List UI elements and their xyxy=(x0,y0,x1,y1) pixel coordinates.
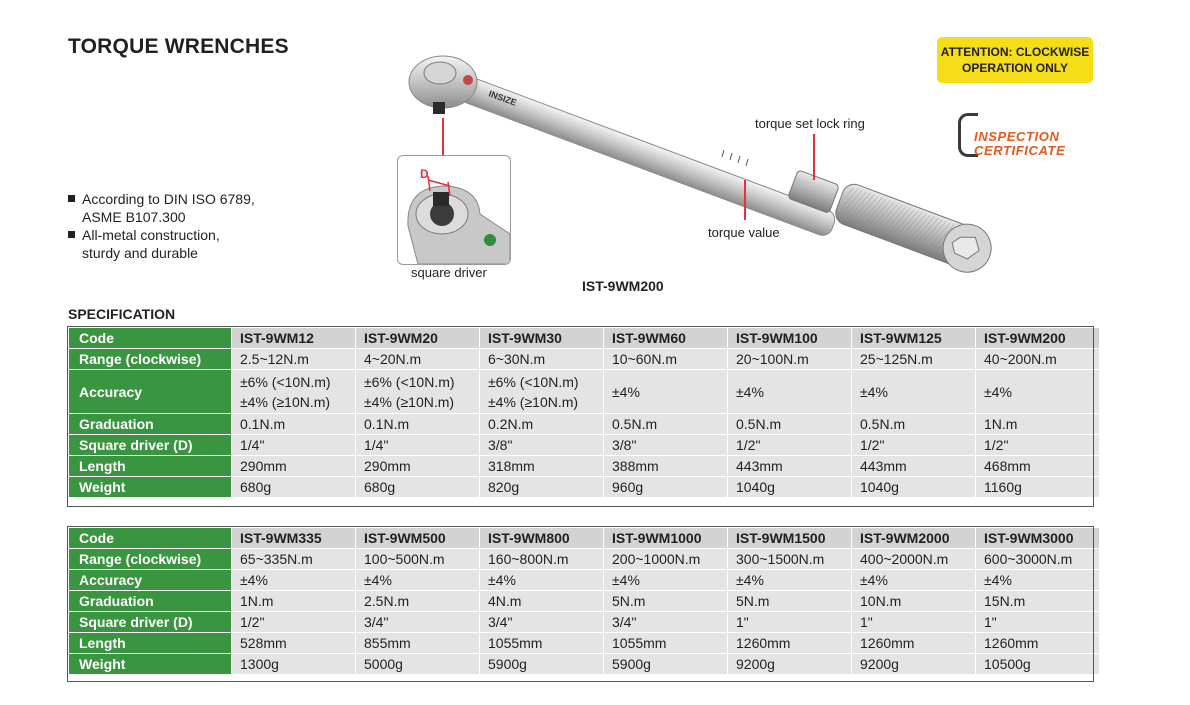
table-cell: IST-9WM12 xyxy=(232,328,356,349)
table-cell: 15N.m xyxy=(976,591,1100,612)
table-cell: 3/4" xyxy=(480,612,604,633)
table-row-accuracy xyxy=(69,370,1100,414)
table-cell: 10~60N.m xyxy=(604,349,728,370)
table-cell: ±6% (<10N.m) ±4% (≥10N.m) xyxy=(480,370,604,414)
table-cell: 1/2" xyxy=(728,435,852,456)
table-row-graduation xyxy=(69,414,1100,435)
table-cell: 65~335N.m xyxy=(232,549,356,570)
row-label: Square driver (D) xyxy=(69,612,232,633)
table-cell: 0.2N.m xyxy=(480,414,604,435)
feature-item xyxy=(68,190,255,226)
table-cell: 10N.m xyxy=(852,591,976,612)
table-cell: 1260mm xyxy=(976,633,1100,654)
table-cell: IST-9WM125 xyxy=(852,328,976,349)
certificate-line-1: INSPECTION xyxy=(974,129,1060,144)
table-row-weight xyxy=(69,477,1100,498)
table-cell: IST-9WM1500 xyxy=(728,528,852,549)
table-cell: 388mm xyxy=(604,456,728,477)
table-row-length xyxy=(69,633,1100,654)
table-cell: 600~3000N.m xyxy=(976,549,1100,570)
spec-table-2 xyxy=(68,527,1100,675)
table-row-square-driver xyxy=(69,612,1100,633)
table-cell: 5N.m xyxy=(728,591,852,612)
table-cell: 3/8" xyxy=(480,435,604,456)
table-cell: IST-9WM335 xyxy=(232,528,356,549)
table-cell: 528mm xyxy=(232,633,356,654)
table-cell: 3/4" xyxy=(604,612,728,633)
table-row-graduation xyxy=(69,591,1100,612)
table-cell: 0.5N.m xyxy=(852,414,976,435)
table-cell: 1040g xyxy=(728,477,852,498)
table-cell: 400~2000N.m xyxy=(852,549,976,570)
table-cell: 20~100N.m xyxy=(728,349,852,370)
table-cell: 0.1N.m xyxy=(356,414,480,435)
table-cell: 960g xyxy=(604,477,728,498)
table-cell: 1260mm xyxy=(728,633,852,654)
table-cell: 443mm xyxy=(852,456,976,477)
table-row-square-driver xyxy=(69,435,1100,456)
table-cell: 820g xyxy=(480,477,604,498)
table-cell: 0.1N.m xyxy=(232,414,356,435)
row-label: Range (clockwise) xyxy=(69,549,232,570)
table-cell: 1N.m xyxy=(232,591,356,612)
feature-item xyxy=(68,226,255,262)
table-cell: ±4% xyxy=(976,570,1100,591)
row-label: Weight xyxy=(69,654,232,675)
lock-ring-callout xyxy=(813,134,815,180)
table-row-code xyxy=(69,328,1100,349)
table-cell: 3/4" xyxy=(356,612,480,633)
table-cell: 0.5N.m xyxy=(728,414,852,435)
table-cell: ±4% xyxy=(728,370,852,414)
table-cell: 5900g xyxy=(604,654,728,675)
table-row-range xyxy=(69,549,1100,570)
feature-text: According to DIN ISO 6789, xyxy=(82,191,255,207)
spec-table-1 xyxy=(68,327,1100,498)
attention-line-1: ATTENTION: CLOCKWISE xyxy=(940,45,1090,59)
certificate-line-2: CERTIFICATE xyxy=(974,143,1066,158)
table-row-range xyxy=(69,349,1100,370)
table-cell: 4~20N.m xyxy=(356,349,480,370)
row-label: Code xyxy=(69,528,232,549)
table-cell: IST-9WM1000 xyxy=(604,528,728,549)
row-label: Accuracy xyxy=(69,370,232,414)
row-label: Range (clockwise) xyxy=(69,349,232,370)
table-row-accuracy xyxy=(69,570,1100,591)
row-label: Code xyxy=(69,328,232,349)
row-label: Length xyxy=(69,456,232,477)
table-cell: 1055mm xyxy=(604,633,728,654)
table-cell: IST-9WM100 xyxy=(728,328,852,349)
table-row-weight xyxy=(69,654,1100,675)
table-cell: ±4% xyxy=(356,570,480,591)
table-cell: 680g xyxy=(232,477,356,498)
table-cell: 9200g xyxy=(728,654,852,675)
table-cell: 1/2" xyxy=(852,435,976,456)
table-cell: 1N.m xyxy=(976,414,1100,435)
torque-value-callout xyxy=(744,180,746,220)
table-cell: 6~30N.m xyxy=(480,349,604,370)
table-cell: ±4% xyxy=(604,370,728,414)
table-cell: ±4% xyxy=(232,570,356,591)
table-cell: 680g xyxy=(356,477,480,498)
table-cell: 318mm xyxy=(480,456,604,477)
table-cell: 0.5N.m xyxy=(604,414,728,435)
square-driver-label: square driver xyxy=(411,265,487,280)
wrench-grip xyxy=(831,178,998,279)
page-title: TORQUE WRENCHES xyxy=(68,35,289,58)
table-cell: 4N.m xyxy=(480,591,604,612)
handle-brand: INSIZE xyxy=(487,88,519,108)
table-cell: 1/2" xyxy=(976,435,1100,456)
square-driver-callout xyxy=(442,118,444,156)
torque-scale xyxy=(722,150,748,166)
table-cell: 40~200N.m xyxy=(976,349,1100,370)
table-cell: ±4% xyxy=(728,570,852,591)
table-cell: 1/2" xyxy=(232,612,356,633)
table-cell: IST-9WM20 xyxy=(356,328,480,349)
feature-text: sturdy and durable xyxy=(82,245,198,261)
lock-ring-label: torque set lock ring xyxy=(755,116,865,131)
row-label: Square driver (D) xyxy=(69,435,232,456)
table-cell: IST-9WM500 xyxy=(356,528,480,549)
table-cell: 1055mm xyxy=(480,633,604,654)
bullet-icon xyxy=(68,231,75,238)
bullet-icon xyxy=(68,195,75,202)
table-cell: ±6% (<10N.m) ±4% (≥10N.m) xyxy=(232,370,356,414)
inset-dim-label: D xyxy=(420,167,429,181)
table-cell: 1260mm xyxy=(852,633,976,654)
table-cell: IST-9WM60 xyxy=(604,328,728,349)
row-label: Weight xyxy=(69,477,232,498)
table-cell: 1040g xyxy=(852,477,976,498)
table-row-length xyxy=(69,456,1100,477)
table-cell: 100~500N.m xyxy=(356,549,480,570)
table-cell: 1/4" xyxy=(232,435,356,456)
table-cell: 9200g xyxy=(852,654,976,675)
row-label: Graduation xyxy=(69,591,232,612)
table-cell: 2.5N.m xyxy=(356,591,480,612)
attention-line-2: OPERATION ONLY xyxy=(961,61,1068,75)
table-cell: 1" xyxy=(852,612,976,633)
table-cell: IST-9WM800 xyxy=(480,528,604,549)
row-label: Length xyxy=(69,633,232,654)
table-cell: 468mm xyxy=(976,456,1100,477)
table-cell: 200~1000N.m xyxy=(604,549,728,570)
table-cell: 1300g xyxy=(232,654,356,675)
table-row-code xyxy=(69,528,1100,549)
row-label: Graduation xyxy=(69,414,232,435)
table-cell: 5N.m xyxy=(604,591,728,612)
table-cell: IST-9WM200 xyxy=(976,328,1100,349)
table-cell: ±4% xyxy=(604,570,728,591)
table-cell: 300~1500N.m xyxy=(728,549,852,570)
table-cell: IST-9WM3000 xyxy=(976,528,1100,549)
table-cell: 2.5~12N.m xyxy=(232,349,356,370)
table-cell: 10500g xyxy=(976,654,1100,675)
table-cell: ±4% xyxy=(480,570,604,591)
table-cell: 1" xyxy=(976,612,1100,633)
table-cell: ±4% xyxy=(852,570,976,591)
table-cell: 443mm xyxy=(728,456,852,477)
specification-title: SPECIFICATION xyxy=(68,306,176,322)
table-cell: 1" xyxy=(728,612,852,633)
table-cell: 160~800N.m xyxy=(480,549,604,570)
feature-text: All-metal construction, xyxy=(82,227,220,243)
torque-value-label: torque value xyxy=(708,225,780,240)
table-cell: ±4% xyxy=(852,370,976,414)
table-cell: 3/8" xyxy=(604,435,728,456)
table-cell: 5000g xyxy=(356,654,480,675)
model-label: IST-9WM200 xyxy=(582,278,664,294)
table-cell: IST-9WM30 xyxy=(480,328,604,349)
table-cell: 290mm xyxy=(232,456,356,477)
feature-text: ASME B107.300 xyxy=(82,209,186,225)
table-cell: ±6% (<10N.m) ±4% (≥10N.m) xyxy=(356,370,480,414)
row-label: Accuracy xyxy=(69,570,232,591)
table-cell: ±4% xyxy=(976,370,1100,414)
table-cell: IST-9WM2000 xyxy=(852,528,976,549)
square-driver-inset xyxy=(397,155,511,265)
square-driver-image xyxy=(398,156,510,264)
table-cell: 1160g xyxy=(976,477,1100,498)
table-cell: 5900g xyxy=(480,654,604,675)
table-cell: 855mm xyxy=(356,633,480,654)
table-cell: 1/4" xyxy=(356,435,480,456)
feature-list xyxy=(68,190,255,262)
table-cell: 290mm xyxy=(356,456,480,477)
table-cell: 25~125N.m xyxy=(852,349,976,370)
